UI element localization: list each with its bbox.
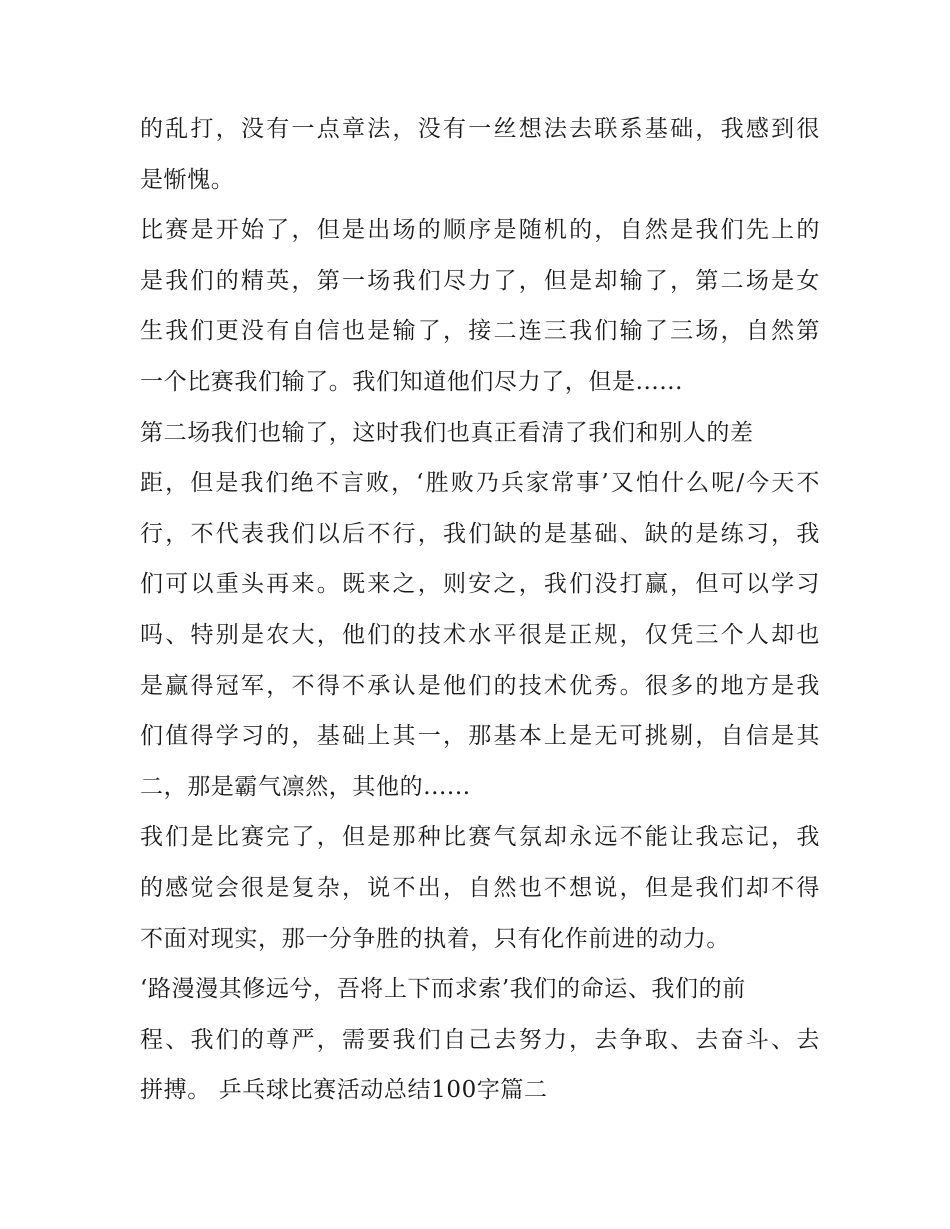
- text-line: 吗、特别是农大，他们的技术水平很是正规，仅凭三个人却也: [140, 621, 820, 648]
- text-line: 程、我们的尊严，需要我们自己去努力，去争取、去奋斗、去: [140, 1026, 820, 1053]
- text-line: 们可以重头再来。既来之，则安之，我们没打赢，但可以学习: [140, 571, 820, 598]
- text-line: 的感觉会很是复杂，说不出，自然也不想说，但是我们却不得: [140, 874, 820, 901]
- text-line: 们值得学习的，基础上其一，那基本上是无可挑剔，自信是其: [140, 723, 820, 750]
- text-line: 是赢得冠军，不得不承认是他们的技术优秀。很多的地方是我: [140, 672, 820, 699]
- text-line: 不面对现实，那一分争胜的执着，只有化作前进的动力。: [140, 925, 730, 952]
- text-line: 第二场我们也输了，这时我们也真正看清了我们和别人的差: [140, 419, 754, 446]
- text-line: 是惭愧。: [140, 166, 235, 193]
- text-line: ‘路漫漫其修远兮，吾将上下而求索’我们的命运、我们的前: [140, 976, 746, 1003]
- text-line: 拼搏。 乒乓球比赛活动总结100字篇二: [140, 1077, 548, 1104]
- text-line: 生我们更没有自信也是输了，接二连三我们输了三场，自然第: [140, 318, 820, 345]
- text-line: 距，但是我们绝不言败，‘胜败乃兵家常事’又怕什么呢/今天不: [140, 470, 820, 497]
- text-line: 的乱打，没有一点章法，没有一丝想法去联系基础，我感到很: [140, 116, 820, 142]
- text-line: 行，不代表我们以后不行，我们缺的是基础、缺的是练习，我: [140, 520, 820, 547]
- document-body: [140, 104, 820, 1116]
- text-line: 一个比赛我们输了。我们知道他们尽力了，但是......: [140, 368, 684, 395]
- text-line: 是我们的精英，第一场我们尽力了，但是却输了，第二场是女: [140, 267, 820, 294]
- text-line: 我们是比赛完了，但是那种比赛气氛却永远不能让我忘记，我: [140, 824, 820, 851]
- text-line: 二，那是霸气凛然，其他的......: [140, 773, 471, 800]
- text-line: 比赛是开始了，但是出场的顺序是随机的，自然是我们先上的: [140, 217, 820, 244]
